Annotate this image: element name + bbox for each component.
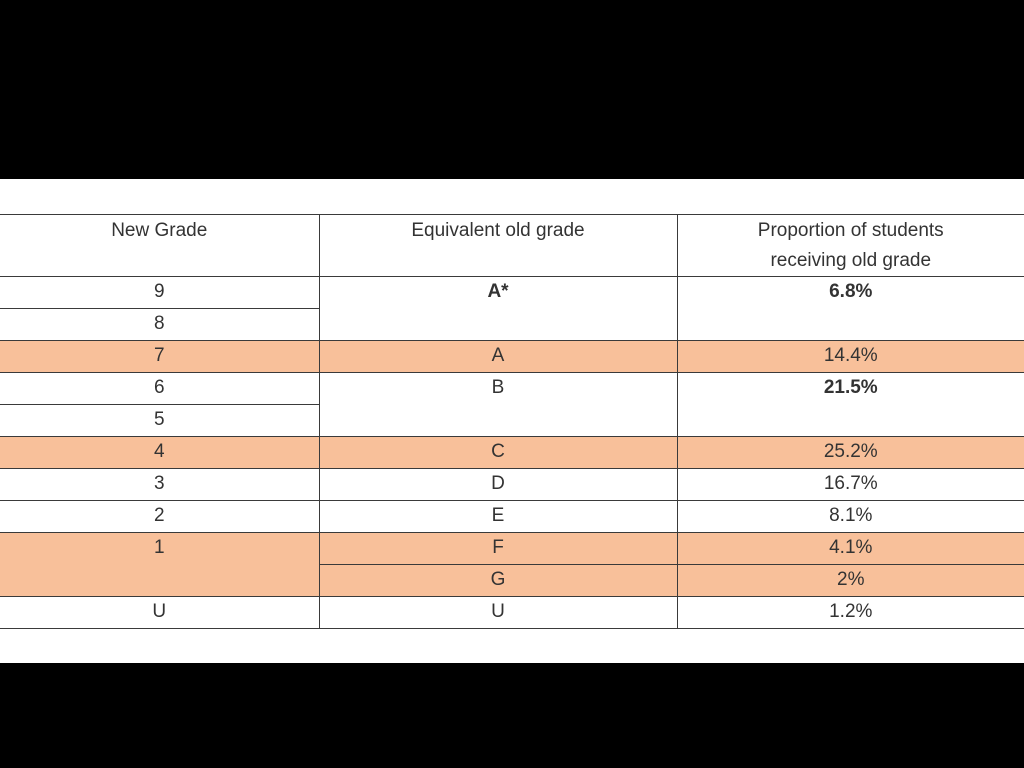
table-row bbox=[0, 277, 1024, 309]
proportion-cell: 25.2% bbox=[677, 437, 1024, 469]
new-grade-cell: 7 bbox=[0, 341, 319, 373]
table-row bbox=[0, 533, 1024, 565]
header-proportion-line2: receiving old grade bbox=[770, 250, 932, 271]
old-grade-cell: B bbox=[319, 373, 677, 437]
header-equivalent-old-grade: Equivalent old grade bbox=[319, 215, 677, 277]
proportion-cell: 1.2% bbox=[677, 597, 1024, 629]
old-grade-cell: C bbox=[319, 437, 677, 469]
proportion-cell: 8.1% bbox=[677, 501, 1024, 533]
proportion-cell: 16.7% bbox=[677, 469, 1024, 501]
header-proportion bbox=[677, 215, 1024, 277]
table-row bbox=[0, 501, 1024, 533]
proportion-cell: 2% bbox=[677, 565, 1024, 597]
proportion-cell: 14.4% bbox=[677, 341, 1024, 373]
table-row bbox=[0, 437, 1024, 469]
grade-comparison-table bbox=[0, 214, 1024, 629]
proportion-cell: 6.8% bbox=[677, 277, 1024, 341]
new-grade-cell: 4 bbox=[0, 437, 319, 469]
header-proportion-line1: Proportion of students bbox=[757, 220, 944, 241]
new-grade-cell: 2 bbox=[0, 501, 319, 533]
table-row bbox=[0, 469, 1024, 501]
table-row bbox=[0, 373, 1024, 405]
new-grade-cell: U bbox=[0, 597, 319, 629]
table-row bbox=[0, 597, 1024, 629]
old-grade-cell: A bbox=[319, 341, 677, 373]
old-grade-cell: D bbox=[319, 469, 677, 501]
old-grade-cell: G bbox=[319, 565, 677, 597]
new-grade-cell: 9 bbox=[0, 277, 319, 309]
new-grade-cell: 5 bbox=[0, 405, 319, 437]
new-grade-cell: 6 bbox=[0, 373, 319, 405]
header-new-grade: New Grade bbox=[0, 215, 319, 277]
old-grade-cell: A* bbox=[319, 277, 677, 341]
proportion-cell: 4.1% bbox=[677, 533, 1024, 565]
old-grade-cell: U bbox=[319, 597, 677, 629]
proportion-cell: 21.5% bbox=[677, 373, 1024, 437]
new-grade-cell: 1 bbox=[0, 533, 319, 597]
old-grade-cell: F bbox=[319, 533, 677, 565]
new-grade-cell: 3 bbox=[0, 469, 319, 501]
new-grade-cell: 8 bbox=[0, 309, 319, 341]
table-row bbox=[0, 341, 1024, 373]
old-grade-cell: E bbox=[319, 501, 677, 533]
grade-table-container bbox=[0, 214, 1024, 629]
header-row bbox=[0, 215, 1024, 277]
